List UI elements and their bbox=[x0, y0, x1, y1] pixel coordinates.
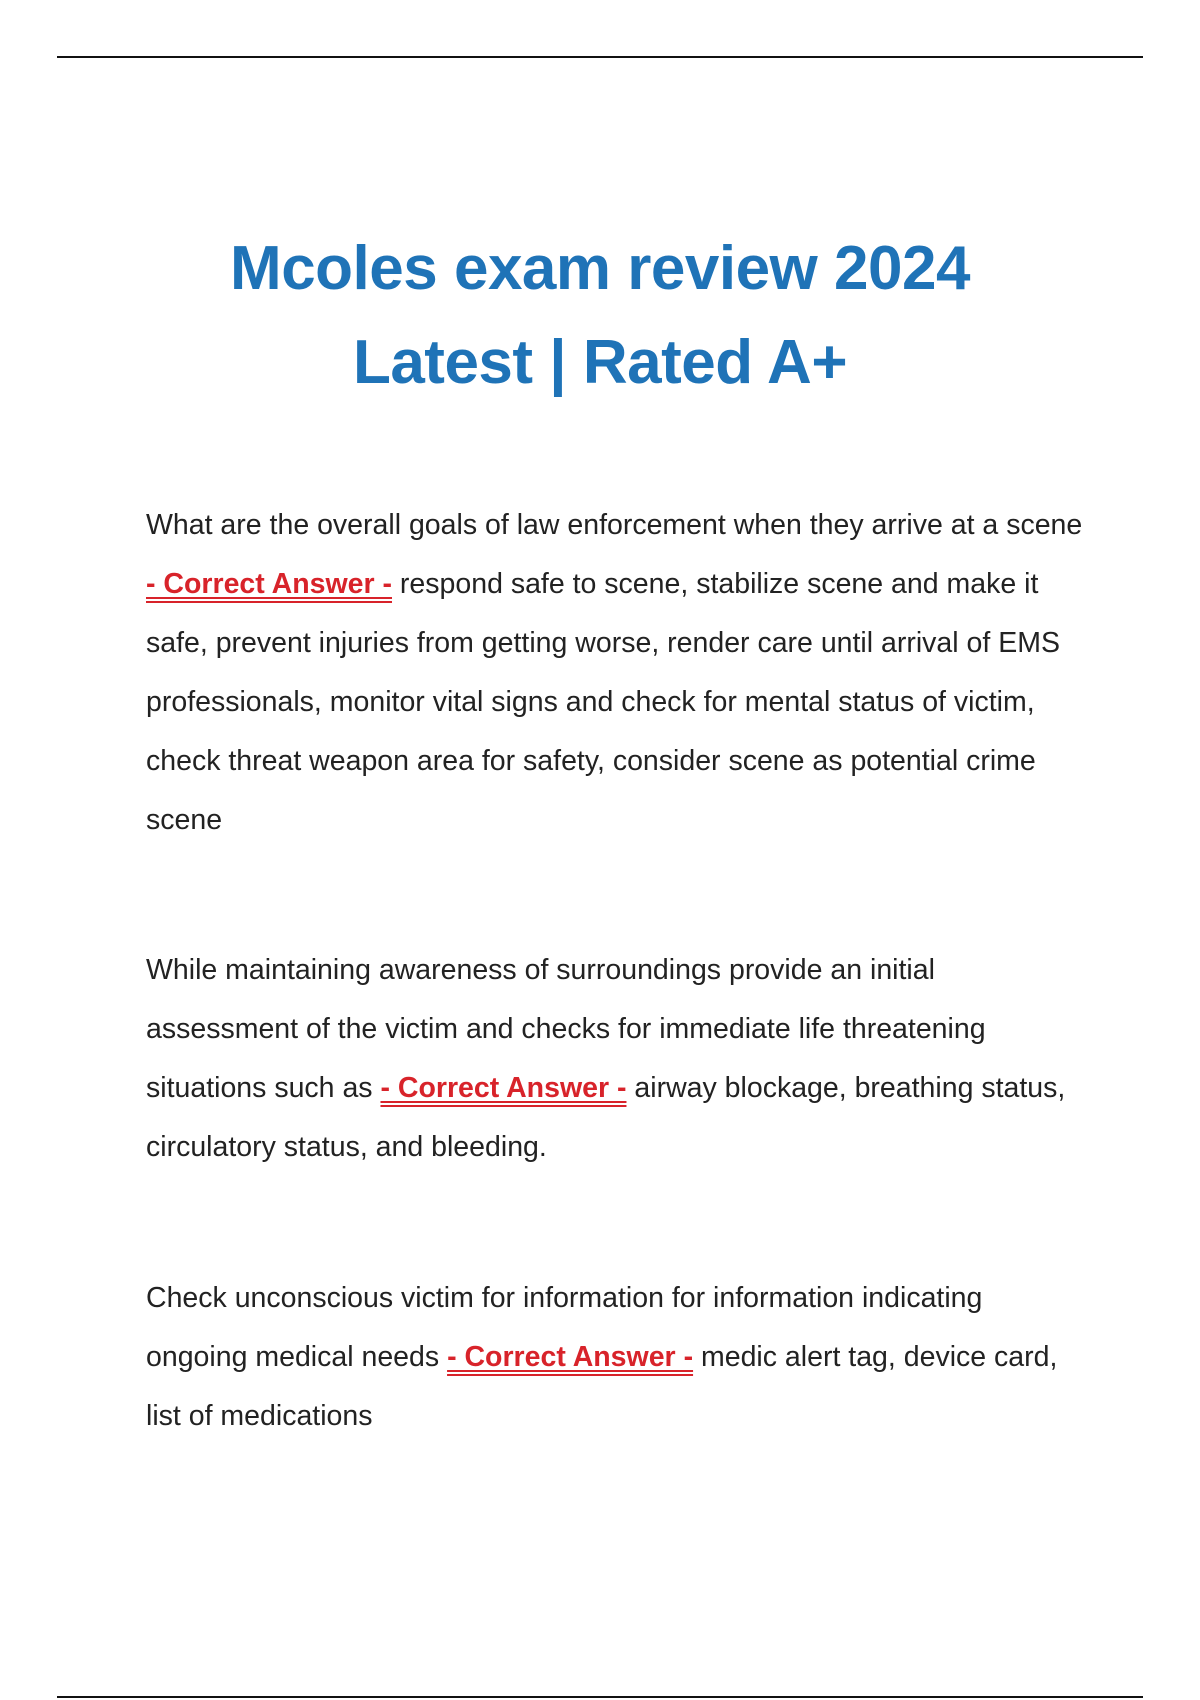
question-text: While maintaining awareness of surroundings provide an initial assessment of the victim and checks for immediate life threatening situations such as bbox=[146, 954, 986, 1104]
question-text: Check unconscious victim for information for information indicating ongoing medical needs bbox=[146, 1282, 983, 1373]
title-line-1: Mcoles exam review 2024 bbox=[230, 234, 970, 303]
answer-text: medic alert tag, device card, list of medications bbox=[146, 1341, 1058, 1432]
page-title bbox=[100, 222, 1100, 410]
bottom-rule bbox=[57, 1696, 1143, 1698]
qa-item-2 bbox=[146, 941, 1086, 1177]
correct-answer-marker: - Correct Answer - bbox=[447, 1341, 694, 1373]
correct-answer-marker: - Correct Answer - bbox=[380, 1072, 627, 1104]
answer-text: respond safe to scene, stabilize scene and make it safe, prevent injuries from getting worse, render care until arrival of EMS professionals, monitor vital signs and check for mental status of victim, check threat weapon area for safety, consider scene as potential crime scene bbox=[146, 568, 1060, 836]
top-rule bbox=[57, 56, 1143, 58]
title-line-2: Latest | Rated A+ bbox=[352, 328, 848, 397]
qa-item-1 bbox=[146, 496, 1086, 850]
qa-item-3 bbox=[146, 1269, 1086, 1446]
correct-answer-marker: - Correct Answer - bbox=[146, 568, 392, 600]
question-text: What are the overall goals of law enforcement when they arrive at a scene bbox=[146, 509, 1083, 541]
answer-text: airway blockage, breathing status, circulatory status, and bleeding. bbox=[146, 1072, 1066, 1163]
